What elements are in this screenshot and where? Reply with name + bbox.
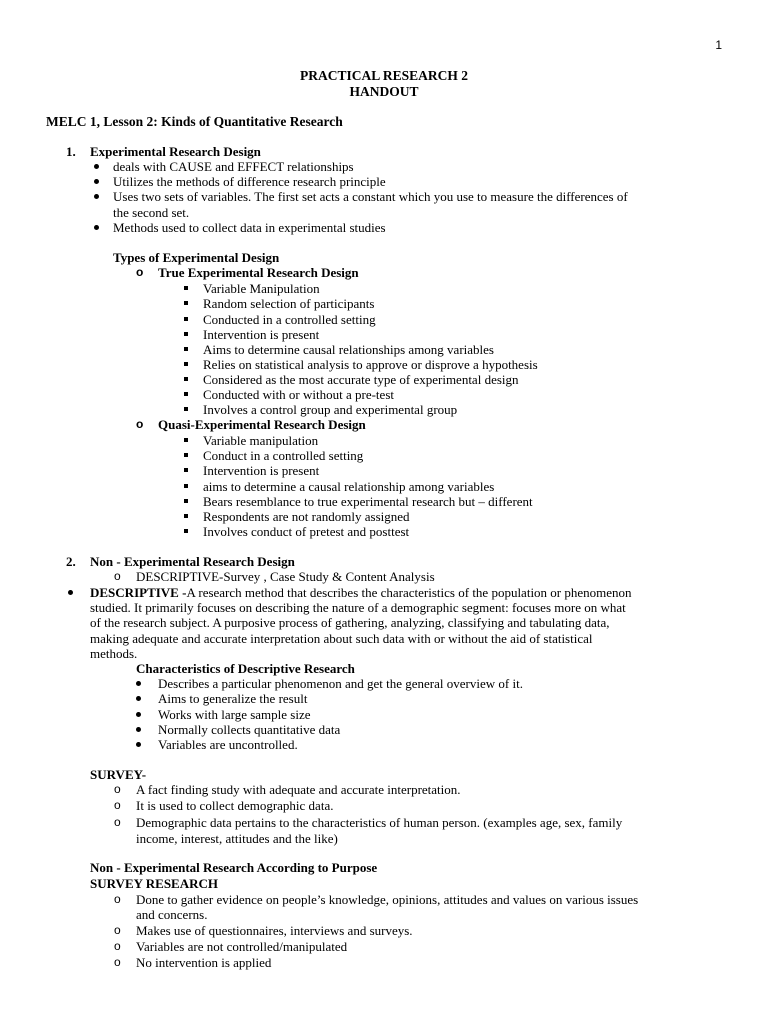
- survey-research-heading: SURVEY RESEARCH: [90, 876, 219, 891]
- circle-bullet-icon: o: [136, 265, 144, 279]
- circle-bullet-icon: o: [136, 417, 144, 431]
- bullet-dot-icon: [136, 681, 141, 686]
- section-1-bullet: Utilizes the methods of difference research principle: [113, 174, 386, 189]
- bullet-dot-icon: [136, 742, 141, 747]
- survey-item: A fact finding study with adequate and accurate interpretation.: [136, 782, 461, 797]
- descriptive-definition: [90, 585, 632, 600]
- square-bullet-icon: [184, 529, 188, 533]
- survey-heading: SURVEY-: [90, 767, 147, 782]
- survey-research-item: Variables are not controlled/manipulated: [136, 939, 348, 954]
- descriptive-text: studied. It primarily focuses on describing the nature of a demographic segment: focuses more on what: [90, 600, 626, 615]
- square-bullet-icon: [184, 347, 188, 351]
- true-experimental-item: Conducted in a controlled setting: [203, 312, 376, 327]
- document-title: [0, 68, 768, 100]
- square-bullet-icon: [184, 514, 188, 518]
- square-bullet-icon: [184, 377, 188, 381]
- true-experimental-item: Relies on statistical analysis to approve or disprove a hypothesis: [203, 357, 538, 372]
- survey-research-item: Done to gather evidence on people’s knowledge, opinions, attitudes and values on various issues: [136, 892, 639, 907]
- descriptive-text: methods.: [90, 646, 138, 661]
- section-1-heading: Experimental Research Design: [90, 144, 261, 159]
- quasi-experimental-item: Variable manipulation: [203, 433, 319, 448]
- square-bullet-icon: [184, 484, 188, 488]
- true-experimental-item: Intervention is present: [203, 327, 320, 342]
- square-bullet-icon: [184, 317, 188, 321]
- circle-bullet-icon: o: [114, 798, 121, 812]
- square-bullet-icon: [184, 286, 188, 290]
- bullet-dot-icon: [94, 179, 99, 184]
- descriptive-types: DESCRIPTIVE-Survey , Case Study & Content Analysis: [136, 569, 435, 584]
- survey-research-item: No intervention is applied: [136, 955, 272, 970]
- survey-research-item: Makes use of questionnaires, interviews and surveys.: [136, 923, 413, 938]
- section-2-heading: Non - Experimental Research Design: [90, 554, 295, 569]
- purpose-heading: Non - Experimental Research According to Purpose: [90, 860, 378, 875]
- quasi-experimental-item: Respondents are not randomly assigned: [203, 509, 410, 524]
- circle-bullet-icon: o: [114, 815, 121, 829]
- square-bullet-icon: [184, 499, 188, 503]
- true-experimental-item: Considered as the most accurate type of experimental design: [203, 372, 519, 387]
- circle-bullet-icon: o: [114, 923, 121, 937]
- descriptive-label: DESCRIPTIVE -: [90, 585, 187, 600]
- quasi-experimental-heading: Quasi-Experimental Research Design: [158, 417, 366, 432]
- characteristic-item: Describes a particular phenomenon and get the general overview of it.: [158, 676, 523, 691]
- characteristic-item: Normally collects quantitative data: [158, 722, 341, 737]
- quasi-experimental-item: Involves conduct of pretest and posttest: [203, 524, 410, 539]
- quasi-experimental-item: Conduct in a controlled setting: [203, 448, 364, 463]
- descriptive-text: of the research subject. A purposive process of gathering, analyzing, classifying and tabulating data,: [90, 615, 610, 630]
- descriptive-text: A research method that describes the characteristics of the population or phenomenon: [186, 585, 632, 600]
- square-bullet-icon: [184, 407, 188, 411]
- survey-item: It is used to collect demographic data.: [136, 798, 334, 813]
- characteristic-item: Variables are uncontrolled.: [158, 737, 298, 752]
- bullet-dot-icon: [94, 164, 99, 169]
- circle-bullet-icon: o: [114, 782, 121, 796]
- square-bullet-icon: [184, 301, 188, 305]
- section-1-bullet: deals with CAUSE and EFFECT relationships: [113, 159, 354, 174]
- survey-item-continued: income, interest, attitudes and the like): [136, 831, 338, 846]
- square-bullet-icon: [184, 438, 188, 442]
- true-experimental-item: Aims to determine causal relationships among variables: [203, 342, 494, 357]
- bullet-dot-icon: [94, 194, 99, 199]
- section-1-number: 1.: [66, 144, 76, 159]
- page-number: 1: [715, 38, 722, 52]
- true-experimental-item: Involves a control group and experimental group: [203, 402, 458, 417]
- section-2-number: 2.: [66, 554, 76, 569]
- square-bullet-icon: [184, 468, 188, 472]
- square-bullet-icon: [184, 332, 188, 336]
- types-heading: Types of Experimental Design: [113, 250, 280, 265]
- quasi-experimental-item: aims to determine a causal relationship among variables: [203, 479, 495, 494]
- circle-bullet-icon: o: [114, 569, 121, 583]
- square-bullet-icon: [184, 392, 188, 396]
- section-1-bullet: Uses two sets of variables. The first set acts a constant which you use to measure the differences of: [113, 189, 628, 204]
- true-experimental-item: Variable Manipulation: [203, 281, 320, 296]
- characteristic-item: Works with large sample size: [158, 707, 311, 722]
- circle-bullet-icon: o: [114, 955, 121, 969]
- characteristic-item: Aims to generalize the result: [158, 691, 308, 706]
- quasi-experimental-item: Intervention is present: [203, 463, 320, 478]
- section-1-bullet: Methods used to collect data in experimental studies: [113, 220, 386, 235]
- circle-bullet-icon: o: [114, 939, 121, 953]
- title-line-2: HANDOUT: [349, 84, 419, 99]
- survey-research-item-continued: and concerns.: [136, 907, 208, 922]
- bullet-dot-icon: [136, 712, 141, 717]
- title-line-1: PRACTICAL RESEARCH 2: [299, 68, 469, 83]
- quasi-experimental-item: Bears resemblance to true experimental research but – different: [203, 494, 533, 509]
- bullet-dot-icon: [94, 225, 99, 230]
- section-1-bullet-continued: the second set.: [113, 205, 190, 220]
- bullet-dot-icon: [136, 696, 141, 701]
- characteristics-heading: Characteristics of Descriptive Research: [136, 661, 355, 676]
- bullet-dot-icon: [68, 590, 73, 595]
- square-bullet-icon: [184, 453, 188, 457]
- circle-bullet-icon: o: [114, 892, 121, 906]
- true-experimental-heading: True Experimental Research Design: [158, 265, 359, 280]
- descriptive-text: making adequate and accurate interpretation about such data with or without the aid of statistical: [90, 631, 593, 646]
- true-experimental-item: Random selection of participants: [203, 296, 375, 311]
- square-bullet-icon: [184, 362, 188, 366]
- survey-item: Demographic data pertains to the characteristics of human person. (examples age, sex, family: [136, 815, 623, 830]
- bullet-dot-icon: [136, 727, 141, 732]
- true-experimental-item: Conducted with or without a pre-test: [203, 387, 394, 402]
- lesson-heading: MELC 1, Lesson 2: Kinds of Quantitative Research: [46, 114, 343, 129]
